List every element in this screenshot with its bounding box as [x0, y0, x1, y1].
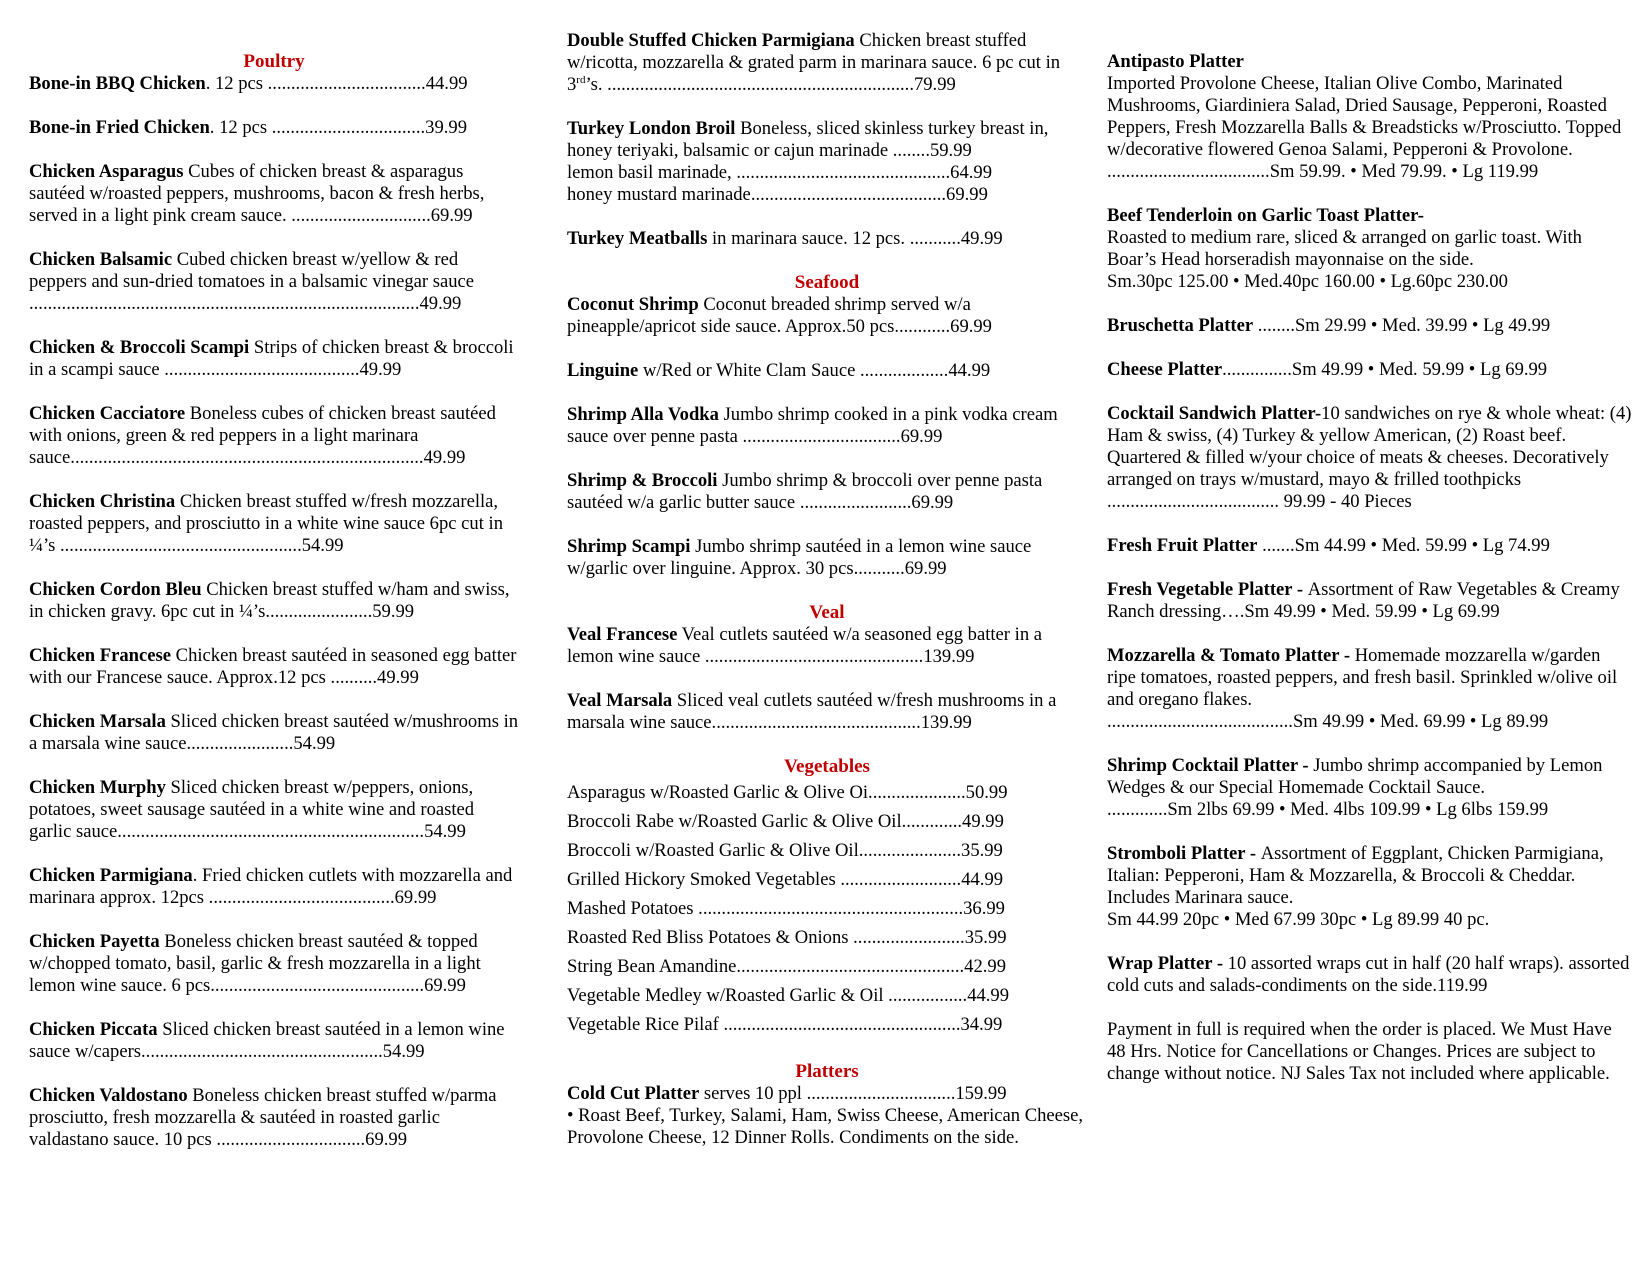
- menu-item: Cheese Platter...............Sm 49.99 • Med. 59.99 • Lg 69.99: [1107, 359, 1548, 380]
- menu-item-description: Imported Provolone Cheese, Italian Olive Combo, Marinated Mushrooms, Giardiniera Salad, Dried Sausage, Pepperoni, Roasted Peppers, Fresh Mozzarella Balls & Breadsticks w/Prosciutto. Topped w/decorative flowered Genoa Salami, Pepperoni & Provolone.: [1107, 73, 1622, 160]
- poultry-column: [29, 51, 519, 1151]
- list-item: Broccoli Rabe w/Roasted Garlic & Olive Oil.............49.99: [567, 811, 1004, 832]
- menu-item: Veal Marsala Sliced veal cutlets sautéed w/fresh mushrooms in a marsala wine sauce.............................................139.99: [567, 690, 1057, 733]
- menu-item: Shrimp Alla Vodka Jumbo shrimp cooked in a pink vodka cream sauce over penne pasta ..................................69.99: [567, 404, 1058, 447]
- seafood-heading: Seafood: [794, 272, 860, 293]
- menu-item: Turkey Meatballs in marinara sauce. 12 pcs. ...........49.99: [567, 228, 1003, 249]
- list-item: Mashed Potatoes .........................................................36.99: [567, 898, 1005, 919]
- menu-item-line: • Roast Beef, Turkey, Salami, Ham, Swiss Cheese, American Cheese, Provolone Cheese, 12 Dinner Rolls. Condiments on the side.: [567, 1105, 1084, 1148]
- menu-item-price: ...................................Sm 59.99. • Med 79.99. • Lg 119.99: [1107, 161, 1539, 182]
- order-notice: Payment in full is required when the order is placed. We Must Have 48 Hrs. Notice for Cancellations or Changes. Prices are subject to change without notice. NJ Sales Tax not included where applicable.: [1107, 1019, 1612, 1084]
- menu-item: Chicken Marsala Sliced chicken breast sautéed w/mushrooms in a marsala wine sauce.......................54.99: [29, 711, 519, 754]
- menu-item: Chicken Cacciatore Boneless cubes of chicken breast sautéed with onions, green & red peppers in a light marinara sauce............................................................................49.99: [29, 403, 496, 468]
- menu-item: Coconut Shrimp Coconut breaded shrimp served w/a pineapple/apricot side sauce. Approx.50 pcs............69.99: [567, 294, 992, 337]
- menu-item-line: lemon basil marinade, ..............................................64.99: [567, 162, 993, 183]
- poultry-heading: Poultry: [243, 51, 305, 72]
- menu-item-price: .............Sm 2lbs 69.99 • Med. 4lbs 109.99 • Lg 6lbs 159.99: [1107, 799, 1549, 820]
- menu-item: Antipasto Platter: [1107, 51, 1244, 72]
- menu-item: Bruschetta Platter ........Sm 29.99 • Med. 39.99 • Lg 49.99: [1107, 315, 1551, 336]
- list-item: Roasted Red Bliss Potatoes & Onions ........................35.99: [567, 927, 1007, 948]
- list-item: Grilled Hickory Smoked Vegetables ..........................44.99: [567, 869, 1004, 890]
- menu-item: Linguine w/Red or White Clam Sauce ...................44.99: [567, 360, 991, 381]
- vegetables-heading: Vegetables: [784, 756, 870, 777]
- vegetables-list: [567, 778, 1087, 1039]
- menu-item: Chicken Parmigiana. Fried chicken cutlets with mozzarella and marinara approx. 12pcs ........................................69.99: [29, 865, 513, 908]
- entrees-column: [567, 30, 1087, 1149]
- menu-item: Bone-in Fried Chicken. 12 pcs .................................39.99: [29, 117, 467, 138]
- list-item: Asparagus w/Roasted Garlic & Olive Oi.....................50.99: [567, 782, 1008, 803]
- menu-item: Chicken Cordon Bleu Chicken breast stuffed w/ham and swiss, in chicken gravy. 6pc cut in ¼’s.......................59.99: [29, 579, 510, 622]
- menu-item: Shrimp Cocktail Platter - Jumbo shrimp accompanied by Lemon Wedges & our Special Homemade Cocktail Sauce.: [1107, 755, 1603, 798]
- menu-item: Cold Cut Platter serves 10 ppl ................................159.99: [567, 1083, 1007, 1104]
- menu-item-description: Roasted to medium rare, sliced & arranged on garlic toast. With Boar’s Head horseradish mayonnaise on the side.: [1107, 227, 1582, 270]
- menu-item-price: Sm 44.99 20pc • Med 67.99 30pc • Lg 89.99 40 pc.: [1107, 909, 1490, 930]
- menu-item: Chicken Murphy Sliced chicken breast w/peppers, onions, potatoes, sweet sausage sautéed in a white wine and roasted garlic sauce..................................................................54.99: [29, 777, 475, 842]
- menu-item: Cocktail Sandwich Platter-10 sandwiches on rye & whole wheat: (4) Ham & swiss, (4) Turkey & yellow American, (2) Roast beef. Quartered & filled w/your choice of meats & cheeses. Decoratively arranged on trays w/mustard, mayo & frilled toothpicks ..................................... 99.99 - 40 Pieces: [1107, 403, 1632, 512]
- menu-item: Wrap Platter - 10 assorted wraps cut in half (20 half wraps). assorted cold cuts and salads-condiments on the side.119.99: [1107, 953, 1630, 996]
- menu-item: Mozzarella & Tomato Platter - Homemade mozzarella w/garden ripe tomatoes, roasted peppers, and fresh basil. Sprinkled w/olive oil and oregano flakes.: [1107, 645, 1618, 710]
- list-item: Broccoli w/Roasted Garlic & Olive Oil......................35.99: [567, 840, 1003, 861]
- menu-item: Chicken Piccata Sliced chicken breast sautéed in a lemon wine sauce w/capers....................................................54.99: [29, 1019, 505, 1062]
- menu-item: Chicken Payetta Boneless chicken breast sautéed & topped w/chopped tomato, basil, garlic & fresh mozzarella in a light lemon wine sauce. 6 pcs..............................................69.99: [29, 931, 481, 996]
- list-item: String Bean Amandine.................................................42.99: [567, 956, 1006, 977]
- platters-heading: Platters: [795, 1061, 859, 1082]
- veal-heading: Veal: [809, 602, 845, 623]
- menu-item: Chicken & Broccoli Scampi Strips of chicken breast & broccoli in a scampi sauce ..........................................49.99: [29, 337, 514, 380]
- platters-column: [1107, 51, 1632, 1085]
- menu-item-line: honey mustard marinade..........................................69.99: [567, 184, 988, 205]
- menu-item: Chicken Asparagus Cubes of chicken breast & asparagus sautéed w/roasted peppers, mushrooms, bacon & fresh herbs, served in a light pink cream sauce. ..............................69.99: [29, 161, 485, 226]
- list-item: Vegetable Rice Pilaf ...................................................34.99: [567, 1014, 1003, 1035]
- menu-item: Shrimp & Broccoli Jumbo shrimp & broccoli over penne pasta sautéed w/a garlic butter sauce ........................69.99: [567, 470, 1043, 513]
- menu-item: Chicken Valdostano Boneless chicken breast stuffed w/parma prosciutto, fresh mozzarella & sautéed in roasted garlic valdastano sauce. 10 pcs ................................69.99: [29, 1085, 497, 1150]
- menu-item: Stromboli Platter - Assortment of Eggplant, Chicken Parmigiana, Italian: Pepperoni, Ham & Mozzarella, & Broccoli & Cheddar. Includes Marinara sauce.: [1107, 843, 1604, 908]
- list-item: Vegetable Medley w/Roasted Garlic & Oil .................44.99: [567, 985, 1010, 1006]
- menu-item: Fresh Fruit Platter .......Sm 44.99 • Med. 59.99 • Lg 74.99: [1107, 535, 1550, 556]
- menu-item: Chicken Balsamic Cubed chicken breast w/yellow & red peppers and sun-dried tomatoes in a balsamic vinegar sauce ....................................................................................49.99: [29, 249, 475, 314]
- menu-item: Veal Francese Veal cutlets sautéed w/a seasoned egg batter in a lemon wine sauce ...............................................139.99: [567, 624, 1043, 667]
- menu-item: Double Stuffed Chicken Parmigiana Chicken breast stuffed w/ricotta, mozzarella & grated parm in marinara sauce. 6 pc cut in 3rd’s. ..................................................................79.99: [567, 30, 1061, 95]
- menu-item-price: ........................................Sm 49.99 • Med. 69.99 • Lg 89.99: [1107, 711, 1549, 732]
- menu-item: Bone-in BBQ Chicken. 12 pcs ..................................44.99: [29, 73, 468, 94]
- menu-item: Beef Tenderloin on Garlic Toast Platter-: [1107, 205, 1424, 226]
- menu-item: Chicken Francese Chicken breast sautéed in seasoned egg batter with our Francese sauce. Approx.12 pcs ..........49.99: [29, 645, 517, 688]
- menu-item: Fresh Vegetable Platter - Assortment of Raw Vegetables & Creamy Ranch dressing….Sm 49.99 • Med. 59.99 • Lg 69.99: [1107, 579, 1620, 622]
- menu-item: Turkey London Broil Boneless, sliced skinless turkey breast in, honey teriyaki, balsamic or cajun marinade ........59.99: [567, 118, 1049, 161]
- menu-item-price: Sm.30pc 125.00 • Med.40pc 160.00 • Lg.60pc 230.00: [1107, 271, 1508, 292]
- menu-item: Chicken Christina Chicken breast stuffed w/fresh mozzarella, roasted peppers, and prosciutto in a white wine sauce 6pc cut in ¼’s ....................................................54.99: [29, 491, 503, 556]
- menu-item: Shrimp Scampi Jumbo shrimp sautéed in a lemon wine sauce w/garlic over linguine. Approx. 30 pcs...........69.99: [567, 536, 1032, 579]
